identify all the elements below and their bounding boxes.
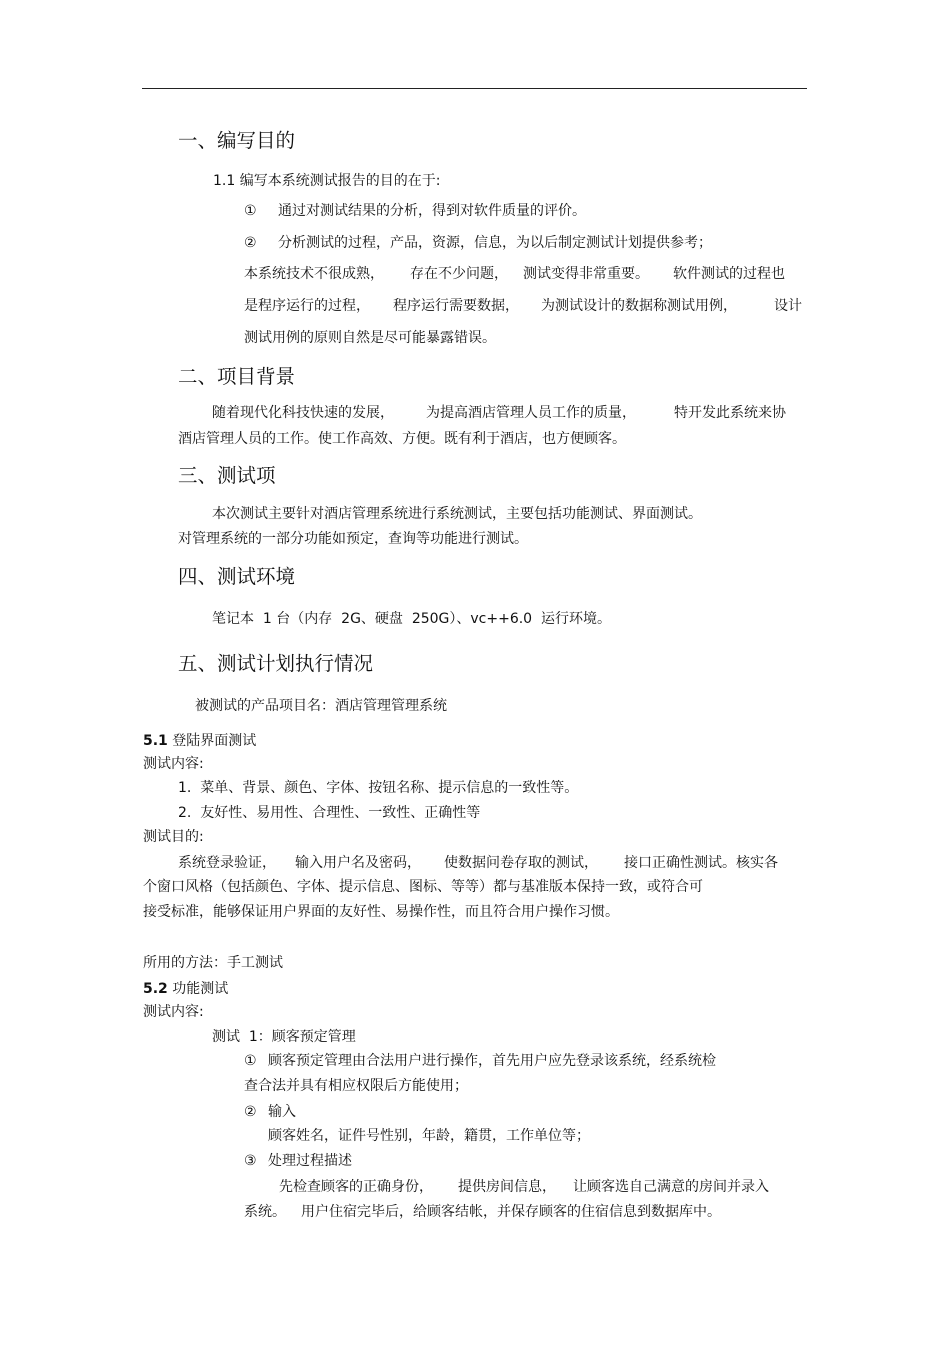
subsection-number: 5.2: [143, 981, 168, 997]
list-item: 分析测试的过程，产品，资源，信息，为以后制定测试计划提供参考；: [278, 235, 712, 251]
label-text: 测试目的:: [143, 829, 204, 845]
section-1-1-heading: 1.1 编写本系统测试报告的目的在于:: [213, 173, 441, 189]
list-marker: ③: [244, 1153, 257, 1169]
list-marker: ②: [244, 1104, 257, 1120]
list-item: 输入: [268, 1104, 296, 1120]
list-item: 通过对测试结果的分析，得到对软件质量的评价。: [278, 203, 586, 219]
subsection-5-2-heading: [143, 980, 228, 998]
label-text: 测试内容:: [143, 756, 204, 772]
list-item: 查合法并具有相应权限后方能使用；: [244, 1078, 468, 1094]
paragraph-text: 是程序运行的过程，: [244, 298, 370, 314]
paragraph-text: 先检查顾客的正确身份，: [279, 1179, 433, 1195]
paragraph-text: 存在不少问题，: [410, 266, 508, 282]
list-marker: ②: [244, 235, 257, 251]
list-marker: ①: [244, 1053, 257, 1069]
list-item: 1. 菜单、背景、颜色、字体、按钮名称、提示信息的一致性等。: [178, 780, 579, 796]
label-text: 测试内容:: [143, 1004, 204, 1020]
paragraph-text: 随着现代化科技快速的发展，: [212, 405, 394, 421]
list-item: 2. 友好性、易用性、合理性、一致性、正确性等: [178, 805, 481, 821]
subsection-5-1-heading: [143, 732, 256, 750]
paragraph-text: 测试用例的原则自然是尽可能暴露错误。: [244, 330, 496, 346]
paragraph-text: 软件测试的过程也: [673, 266, 785, 282]
test-case-title: 测试 1：顾客预定管理: [212, 1029, 356, 1045]
paragraph-text: 提供房间信息，: [458, 1179, 556, 1195]
paragraph-text: 接口正确性测试。核实各: [624, 855, 778, 871]
section-3-title: 三、测试项: [178, 464, 276, 487]
paragraph-text: 设计: [774, 298, 802, 314]
product-name: 被测试的产品项目名：酒店管理管理系统: [195, 698, 447, 714]
paragraph-text: 对管理系统的一部分功能如预定，查询等功能进行测试。: [178, 531, 528, 547]
paragraph-text: 测试变得非常重要。: [523, 266, 649, 282]
method-text: 所用的方法：手工测试: [143, 955, 283, 971]
list-item: 顾客预定管理由合法用户进行操作，首先用户应先登录该系统，经系统检: [268, 1053, 716, 1069]
paragraph-text: 酒店管理人员的工作。使工作高效、方便。既有利于酒店，也方便顾客。: [178, 431, 626, 447]
subsection-number: 5.1: [143, 733, 168, 749]
subsection-title: 功能测试: [172, 981, 229, 997]
section-1-title: 一、编写目的: [178, 129, 296, 152]
section-4-title: 四、测试环境: [178, 565, 296, 588]
paragraph-text: 笔记本 1 台（内存 2G、硬盘 250G）、vc++6.0 运行环境。: [212, 611, 611, 627]
paragraph-text: 让顾客选自己满意的房间并录入: [573, 1179, 769, 1195]
paragraph-text: 用户住宿完毕后，给顾客结帐，并保存顾客的住宿信息到数据库中。: [301, 1204, 721, 1220]
paragraph-text: 为提高酒店管理人员工作的质量，: [426, 405, 636, 421]
paragraph-text: 为测试设计的数据称测试用例，: [541, 298, 737, 314]
subsection-title: 登陆界面测试: [172, 733, 257, 749]
paragraph-text: 输入用户名及密码，: [295, 855, 421, 871]
list-marker: ①: [244, 203, 257, 219]
paragraph-text: 系统。: [244, 1204, 286, 1220]
paragraph-text: 个窗口风格（包括颜色、字体、提示信息、图标、等等）都与基准版本保持一致，或符合可: [143, 879, 703, 895]
paragraph-text: 特开发此系统来协: [674, 405, 786, 421]
section-5-title: 五、测试计划执行情况: [178, 652, 374, 675]
paragraph-text: 接受标准，能够保证用户界面的友好性、易操作性，而且符合用户操作习惯。: [143, 904, 619, 920]
list-item: 顾客姓名，证件号性别，年龄，籍贯，工作单位等；: [268, 1128, 590, 1144]
paragraph-text: 使数据问卷存取的测试，: [444, 855, 598, 871]
section-2-title: 二、项目背景: [178, 365, 296, 388]
paragraph-text: 本系统技术不很成熟，: [244, 266, 384, 282]
paragraph-text: 程序运行需要数据，: [393, 298, 519, 314]
header-rule: [142, 88, 807, 89]
list-item: 处理过程描述: [268, 1153, 352, 1169]
paragraph-text: 本次测试主要针对酒店管理系统进行系统测试，主要包括功能测试、界面测试。: [212, 506, 702, 522]
paragraph-text: 系统登录验证，: [178, 855, 276, 871]
